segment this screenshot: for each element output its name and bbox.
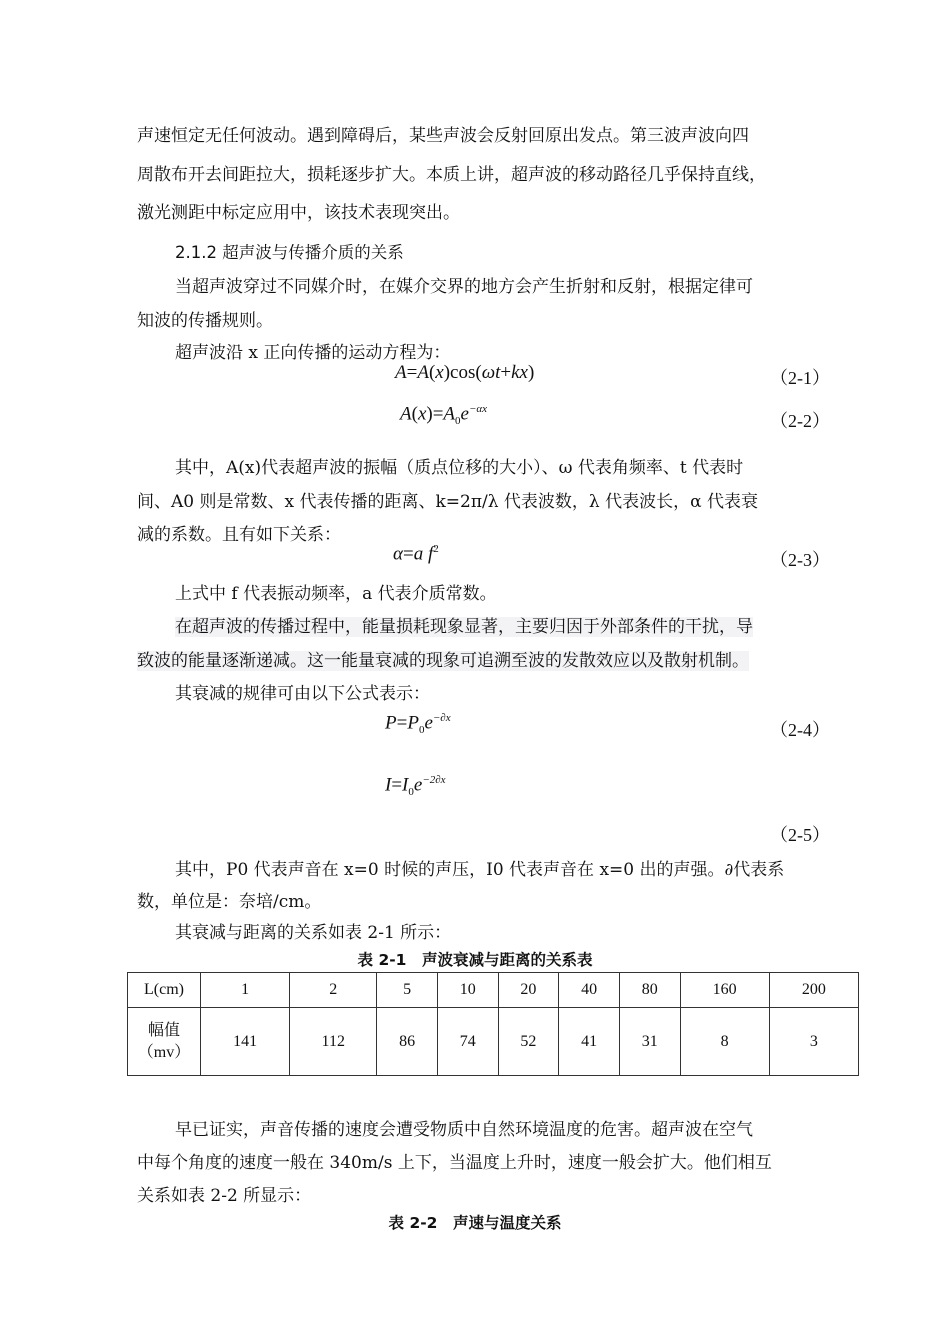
equation-2-3-number: （2-3）: [770, 550, 830, 570]
equation-2-2: $A(x)=A_0e^{-\alpha x}$: [400, 403, 488, 428]
loss-line-1: [175, 612, 753, 637]
table-cell: 2: [290, 973, 377, 1008]
table-cell: 80: [619, 973, 680, 1008]
intro-line-2: 周散布开去间距拉大，损耗逐步扩大。本质上讲，超声波的移动路径几乎保持直线，: [137, 165, 766, 185]
loss-line-1-text: 在超声波的传播过程中，能量损耗现象显著，主要归因于外部条件的干扰，导: [175, 617, 753, 637]
table-cell: 41: [559, 1008, 620, 1076]
equation-2-5: $I=I_0e^{-2\partial x}$: [385, 774, 446, 799]
equation-2-4: $P=P_0e^{-\partial x}$: [385, 712, 451, 737]
p0-line-2: 数，单位是：奈培/cm。: [137, 892, 322, 912]
table-cell: 160: [680, 973, 769, 1008]
equation-2-4-number: （2-4）: [770, 720, 830, 740]
motion-paragraph: 超声波沿 x 正向传播的运动方程为：: [175, 343, 451, 363]
p0-line-1: 其中，P0 代表声音在 x=0 时候的声压，I0 代表声音在 x=0 出的声强。∂代表系: [175, 860, 785, 880]
table-row: [128, 1008, 859, 1076]
temp-line-2: 中每个角度的速度一般在 340m/s 上下，当温度上升时，速度一般会扩大。他们相互: [137, 1153, 772, 1173]
where-line-1: 其中，A(x)代表超声波的振幅（质点位移的大小）、ω 代表角频率、t 代表时: [175, 458, 744, 478]
table-row: [128, 973, 859, 1008]
freq-paragraph: 上式中 f 代表振动频率，a 代表介质常数。: [175, 584, 497, 604]
intro-line-1: 声速恒定无任何波动。遇到障碍后，某些声波会反射回原出发点。第三波声波向四: [137, 126, 749, 146]
table-header-cell: L(cm): [128, 973, 201, 1008]
where-line-3: 减的系数。且有如下关系：: [137, 525, 341, 545]
table-cell: 10: [437, 973, 498, 1008]
equation-2-5-number: （2-5）: [770, 825, 830, 845]
temp-line-1: 早已证实，声音传播的速度会遭受物质中自然环境温度的危害。超声波在空气: [175, 1120, 753, 1140]
table-cell: 3: [769, 1008, 858, 1076]
table-cell: 1: [201, 973, 290, 1008]
table-ref-paragraph: 其衰减与距离的关系如表 2-1 所示：: [175, 923, 452, 943]
table-cell: 20: [498, 973, 559, 1008]
media-line-2: 知波的传播规则。: [137, 311, 273, 331]
intro-line-3: 激光测距中标定应用中，该技术表现突出。: [137, 203, 460, 223]
section-heading: 2.1.2 超声波与传播介质的关系: [175, 243, 404, 262]
equation-2-2-number: （2-2）: [770, 411, 830, 431]
table-cell: 31: [619, 1008, 680, 1076]
table-cell: 52: [498, 1008, 559, 1076]
table-header-line: （mv）: [137, 1043, 191, 1061]
attenuation-table: [127, 972, 859, 1076]
loss-line-2: [137, 646, 749, 671]
table-header-cell: [128, 1008, 201, 1076]
equation-2-3: α=a $f^2$: [393, 543, 439, 565]
table-cell: 8: [680, 1008, 769, 1076]
table1-caption: 表 2-1 声波衰减与距离的关系表: [357, 951, 593, 969]
table-cell: 141: [201, 1008, 290, 1076]
rule-paragraph: 其衰减的规律可由以下公式表示：: [175, 684, 430, 704]
where-line-2: 间、A0 则是常数、x 代表传播的距离、k=2π/λ 代表波数，λ 代表波长，α 代表衰: [137, 492, 758, 512]
table-cell: 40: [559, 973, 620, 1008]
table-cell: 86: [377, 1008, 438, 1076]
equation-2-1-number: （2-1）: [770, 368, 830, 388]
table-cell: 5: [377, 973, 438, 1008]
table-cell: 74: [437, 1008, 498, 1076]
table-header-line: 幅值: [147, 1021, 180, 1039]
temp-line-3: 关系如表 2-2 所显示：: [137, 1186, 312, 1206]
equation-2-1: A=A(x)cos(ωt+kx): [395, 362, 535, 383]
loss-line-2-text: 致波的能量逐渐递减。这一能量衰减的现象可追溯至波的发散效应以及散射机制。: [137, 651, 749, 671]
table2-caption: 表 2-2 声速与温度关系: [388, 1214, 562, 1232]
table-cell: 112: [290, 1008, 377, 1076]
table-cell: 200: [769, 973, 858, 1008]
media-line-1: 当超声波穿过不同媒介时，在媒介交界的地方会产生折射和反射，根据定律可: [175, 277, 753, 297]
